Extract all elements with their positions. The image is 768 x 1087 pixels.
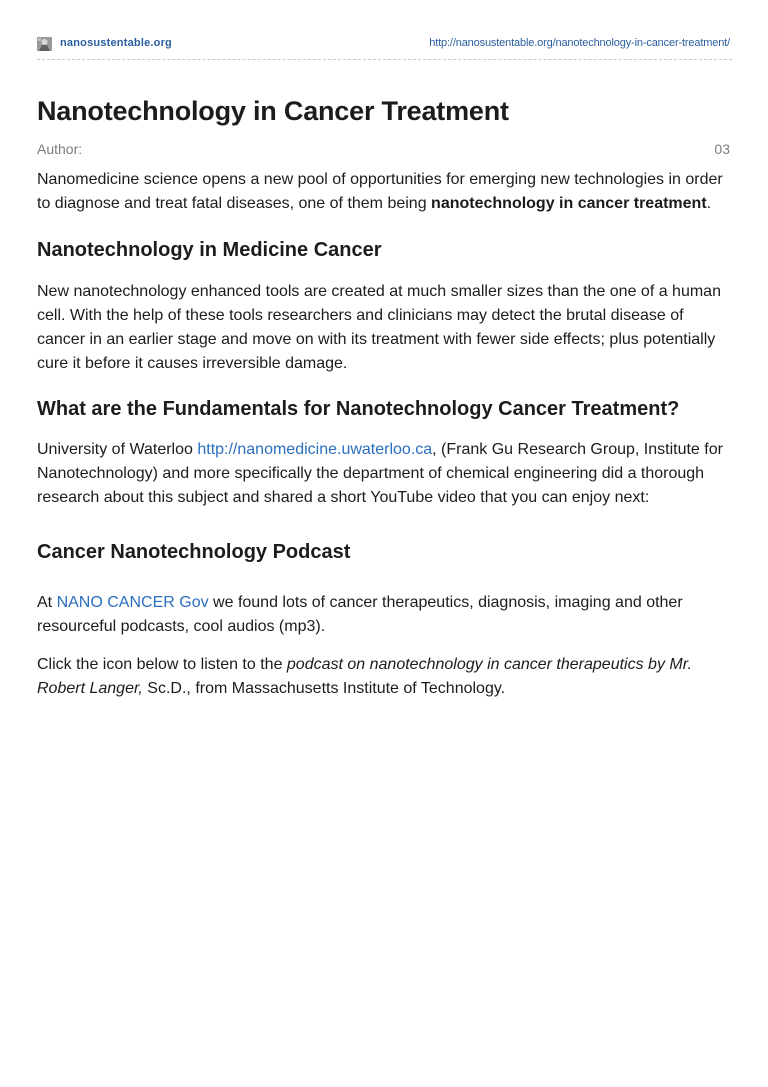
- author-label: Author:: [37, 141, 83, 157]
- page-header: [37, 35, 732, 55]
- nano-cancer-gov-link[interactable]: NANO CANCER Gov: [56, 594, 209, 611]
- article-content: [37, 94, 732, 701]
- header-divider: [37, 59, 732, 60]
- podcast-paragraph-1: [37, 591, 732, 639]
- waterloo-link[interactable]: http://nanomedicine.uwaterloo.ca: [197, 441, 433, 458]
- page-url-link[interactable]: http://nanosustentable.org/nanotechnology-in-cancer-treatment/: [429, 37, 730, 49]
- page-number: 03: [714, 141, 730, 157]
- podcast-paragraph-2: [37, 653, 732, 701]
- section-heading-medicine-cancer: Nanotechnology in Medicine Cancer: [37, 239, 382, 261]
- article-title: Nanotechnology in Cancer Treatment: [37, 96, 509, 126]
- section-paragraph-medicine-cancer: New nanotechnology enhanced tools are created at much smaller sizes than the one of a human cell. With the help of these tools researchers and clinicians may detect the brutal disease of cancer in an earlier stage and move on with its treatment with fewer side effects; plus potentially cure it before it causes irreversible damage.: [37, 283, 721, 372]
- intro-end: .: [706, 195, 712, 212]
- intro-text: Nanomedicine science opens a new pool of opportunities for emerging new technologies in order to diagnose and treat fatal diseases, one of them being: [37, 171, 723, 212]
- section-paragraph-fundamentals: [37, 438, 732, 510]
- section-heading-podcast: Cancer Nanotechnology Podcast: [37, 541, 351, 563]
- podcast-p2-italic: podcast on nanotechnology in cancer therapeutics by Mr. Robert Langer,: [37, 656, 692, 697]
- site-name-link[interactable]: nanosustentable.org: [60, 37, 172, 49]
- site-favicon-icon: [37, 37, 52, 51]
- fundamentals-text-before: University of Waterloo: [37, 441, 198, 458]
- section-heading-fundamentals: What are the Fundamentals for Nanotechnology Cancer Treatment?: [37, 398, 680, 420]
- podcast-p1-after: we found lots of cancer therapeutics, diagnosis, imaging and other resourceful podcasts, cool audios (mp3).: [37, 594, 683, 635]
- podcast-p2-after: Sc.D., from Massachusetts Institute of Technology.: [142, 680, 506, 697]
- podcast-p1-before: At: [37, 594, 57, 611]
- fundamentals-text-after: , (Frank Gu Research Group, Institute for Nanotechnology) and more specifically the department of chemical engineering did a thorough research about this subject and shared a short YouTube video that you can enjoy next:: [37, 441, 723, 506]
- article-meta: [37, 141, 732, 159]
- intro-bold-text: nanotechnology in cancer treatment: [431, 195, 707, 212]
- podcast-p2-before: Click the icon below to listen to the: [37, 656, 287, 673]
- intro-paragraph: [37, 168, 732, 216]
